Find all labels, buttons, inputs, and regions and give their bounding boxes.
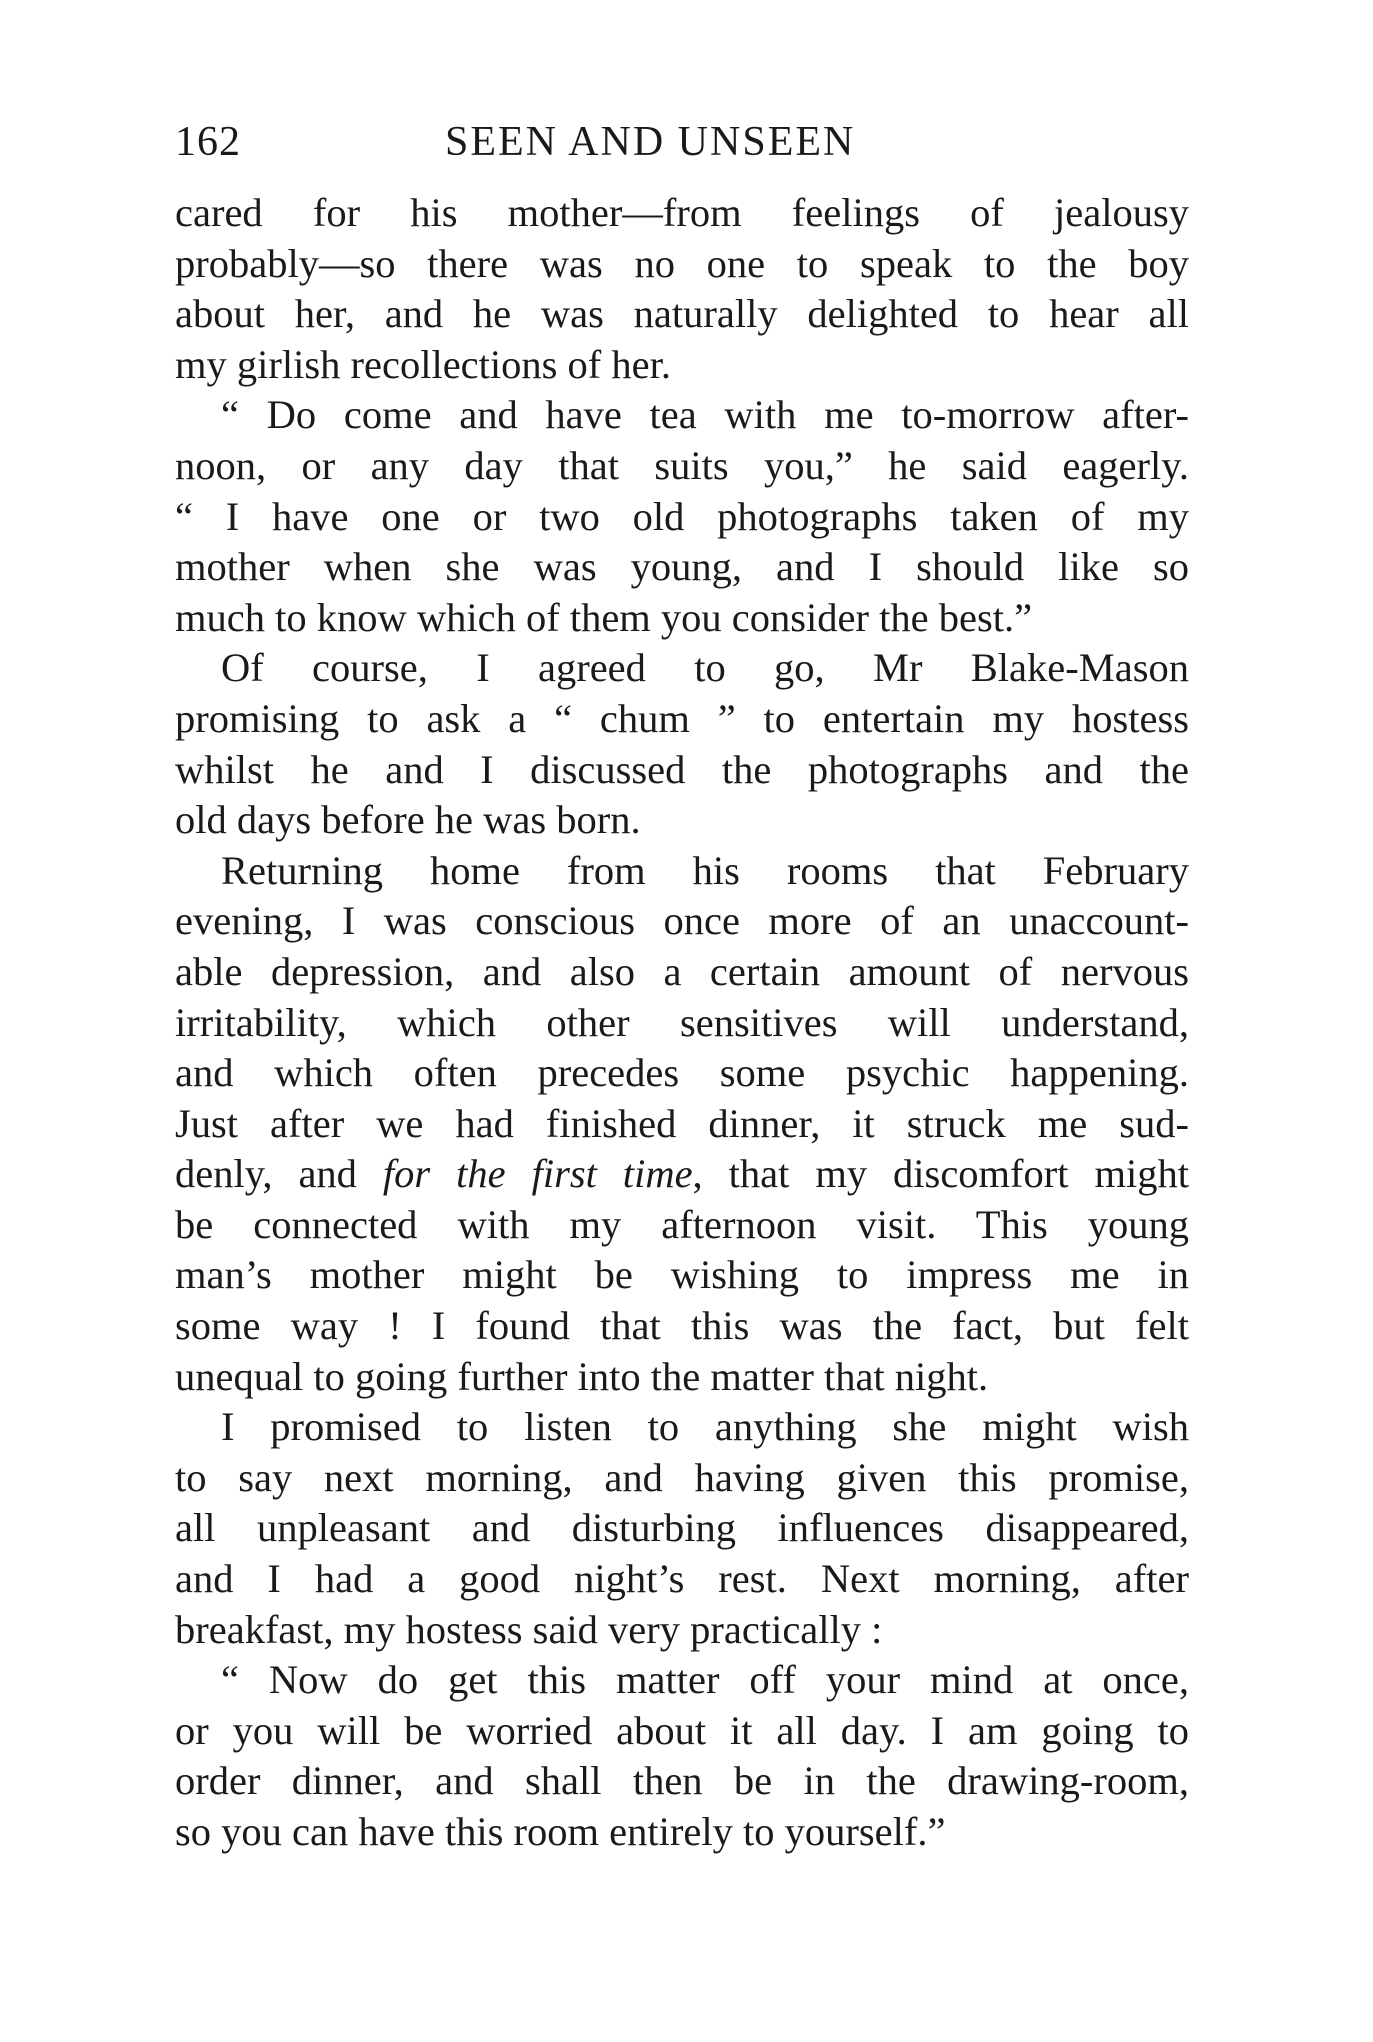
text-run: , that my discomfort might bbox=[692, 1151, 1189, 1197]
text-line: and I had a good night’s rest. Next morning, after bbox=[175, 1556, 1189, 1602]
text-line: noon, or any day that suits you,” he said eagerly. bbox=[175, 442, 1189, 488]
paragraph-2 bbox=[175, 390, 1189, 643]
italic-text-run: for the first time bbox=[382, 1151, 693, 1197]
running-title: SEEN AND UNSEEN bbox=[445, 119, 856, 165]
text-line: Returning home from his rooms that February bbox=[221, 847, 1189, 893]
text-line: mother when she was young, and I should like so bbox=[175, 544, 1189, 590]
text-line: cared for his mother—from feelings of jealousy bbox=[175, 190, 1189, 235]
paragraph-6 bbox=[175, 1655, 1189, 1857]
text-line: man’s mother might be wishing to impress me in bbox=[175, 1252, 1189, 1298]
text-line: “ I have one or two old photographs taken of my bbox=[175, 493, 1189, 539]
text-line: be connected with my afternoon visit. This young bbox=[175, 1201, 1189, 1247]
text-line: much to know which of them you consider the best.” bbox=[175, 594, 1033, 640]
text-line: some way ! I found that this was the fact, but felt bbox=[175, 1303, 1189, 1349]
page-number: 162 bbox=[175, 119, 241, 165]
text-line: Just after we had finished dinner, it struck me sud- bbox=[175, 1100, 1189, 1146]
text-line: I promised to listen to anything she might wish bbox=[221, 1404, 1189, 1450]
text-line: my girlish recollections of her. bbox=[175, 341, 672, 387]
paragraph-4 bbox=[175, 846, 1189, 1403]
text-line: probably—so there was no one to speak to the boy bbox=[175, 240, 1189, 286]
text-line: breakfast, my hostess said very practically : bbox=[175, 1606, 883, 1652]
paragraph-5 bbox=[175, 1402, 1189, 1655]
text-line: “ Do come and have tea with me to-morrow after- bbox=[221, 392, 1189, 438]
text-line: about her, and he was naturally delighted to hear all bbox=[175, 291, 1189, 337]
text-run: denly, and bbox=[175, 1151, 383, 1197]
page-header bbox=[175, 112, 1189, 172]
text-line: irritability, which other sensitives will understand, bbox=[175, 999, 1189, 1045]
text-line: promising to ask a “ chum ” to entertain my hostess bbox=[175, 695, 1189, 741]
text-line: whilst he and I discussed the photographs and the bbox=[175, 746, 1189, 792]
text-line: all unpleasant and disturbing influences disappeared, bbox=[175, 1505, 1189, 1551]
text-line: old days before he was born. bbox=[175, 797, 641, 843]
body-text bbox=[175, 188, 1189, 1858]
text-line: so you can have this room entirely to yourself.” bbox=[175, 1809, 946, 1854]
text-line: or you will be worried about it all day. I am going to bbox=[175, 1707, 1189, 1753]
text-line: order dinner, and shall then be in the drawing-room, bbox=[175, 1758, 1189, 1804]
text-line: and which often precedes some psychic happening. bbox=[175, 1050, 1189, 1096]
text-line: able depression, and also a certain amount of nervous bbox=[175, 948, 1189, 994]
text-line: Of course, I agreed to go, Mr Blake-Mason bbox=[221, 645, 1189, 691]
text-line: unequal to going further into the matter that night. bbox=[175, 1353, 989, 1399]
text-line: “ Now do get this matter off your mind at once, bbox=[221, 1657, 1189, 1703]
paragraph-1 bbox=[175, 188, 1189, 390]
text-line: evening, I was conscious once more of an unaccount- bbox=[175, 898, 1189, 944]
paragraph-3 bbox=[175, 643, 1189, 845]
text-line-with-italic bbox=[175, 1149, 1189, 1200]
text-line: to say next morning, and having given this promise, bbox=[175, 1454, 1189, 1500]
